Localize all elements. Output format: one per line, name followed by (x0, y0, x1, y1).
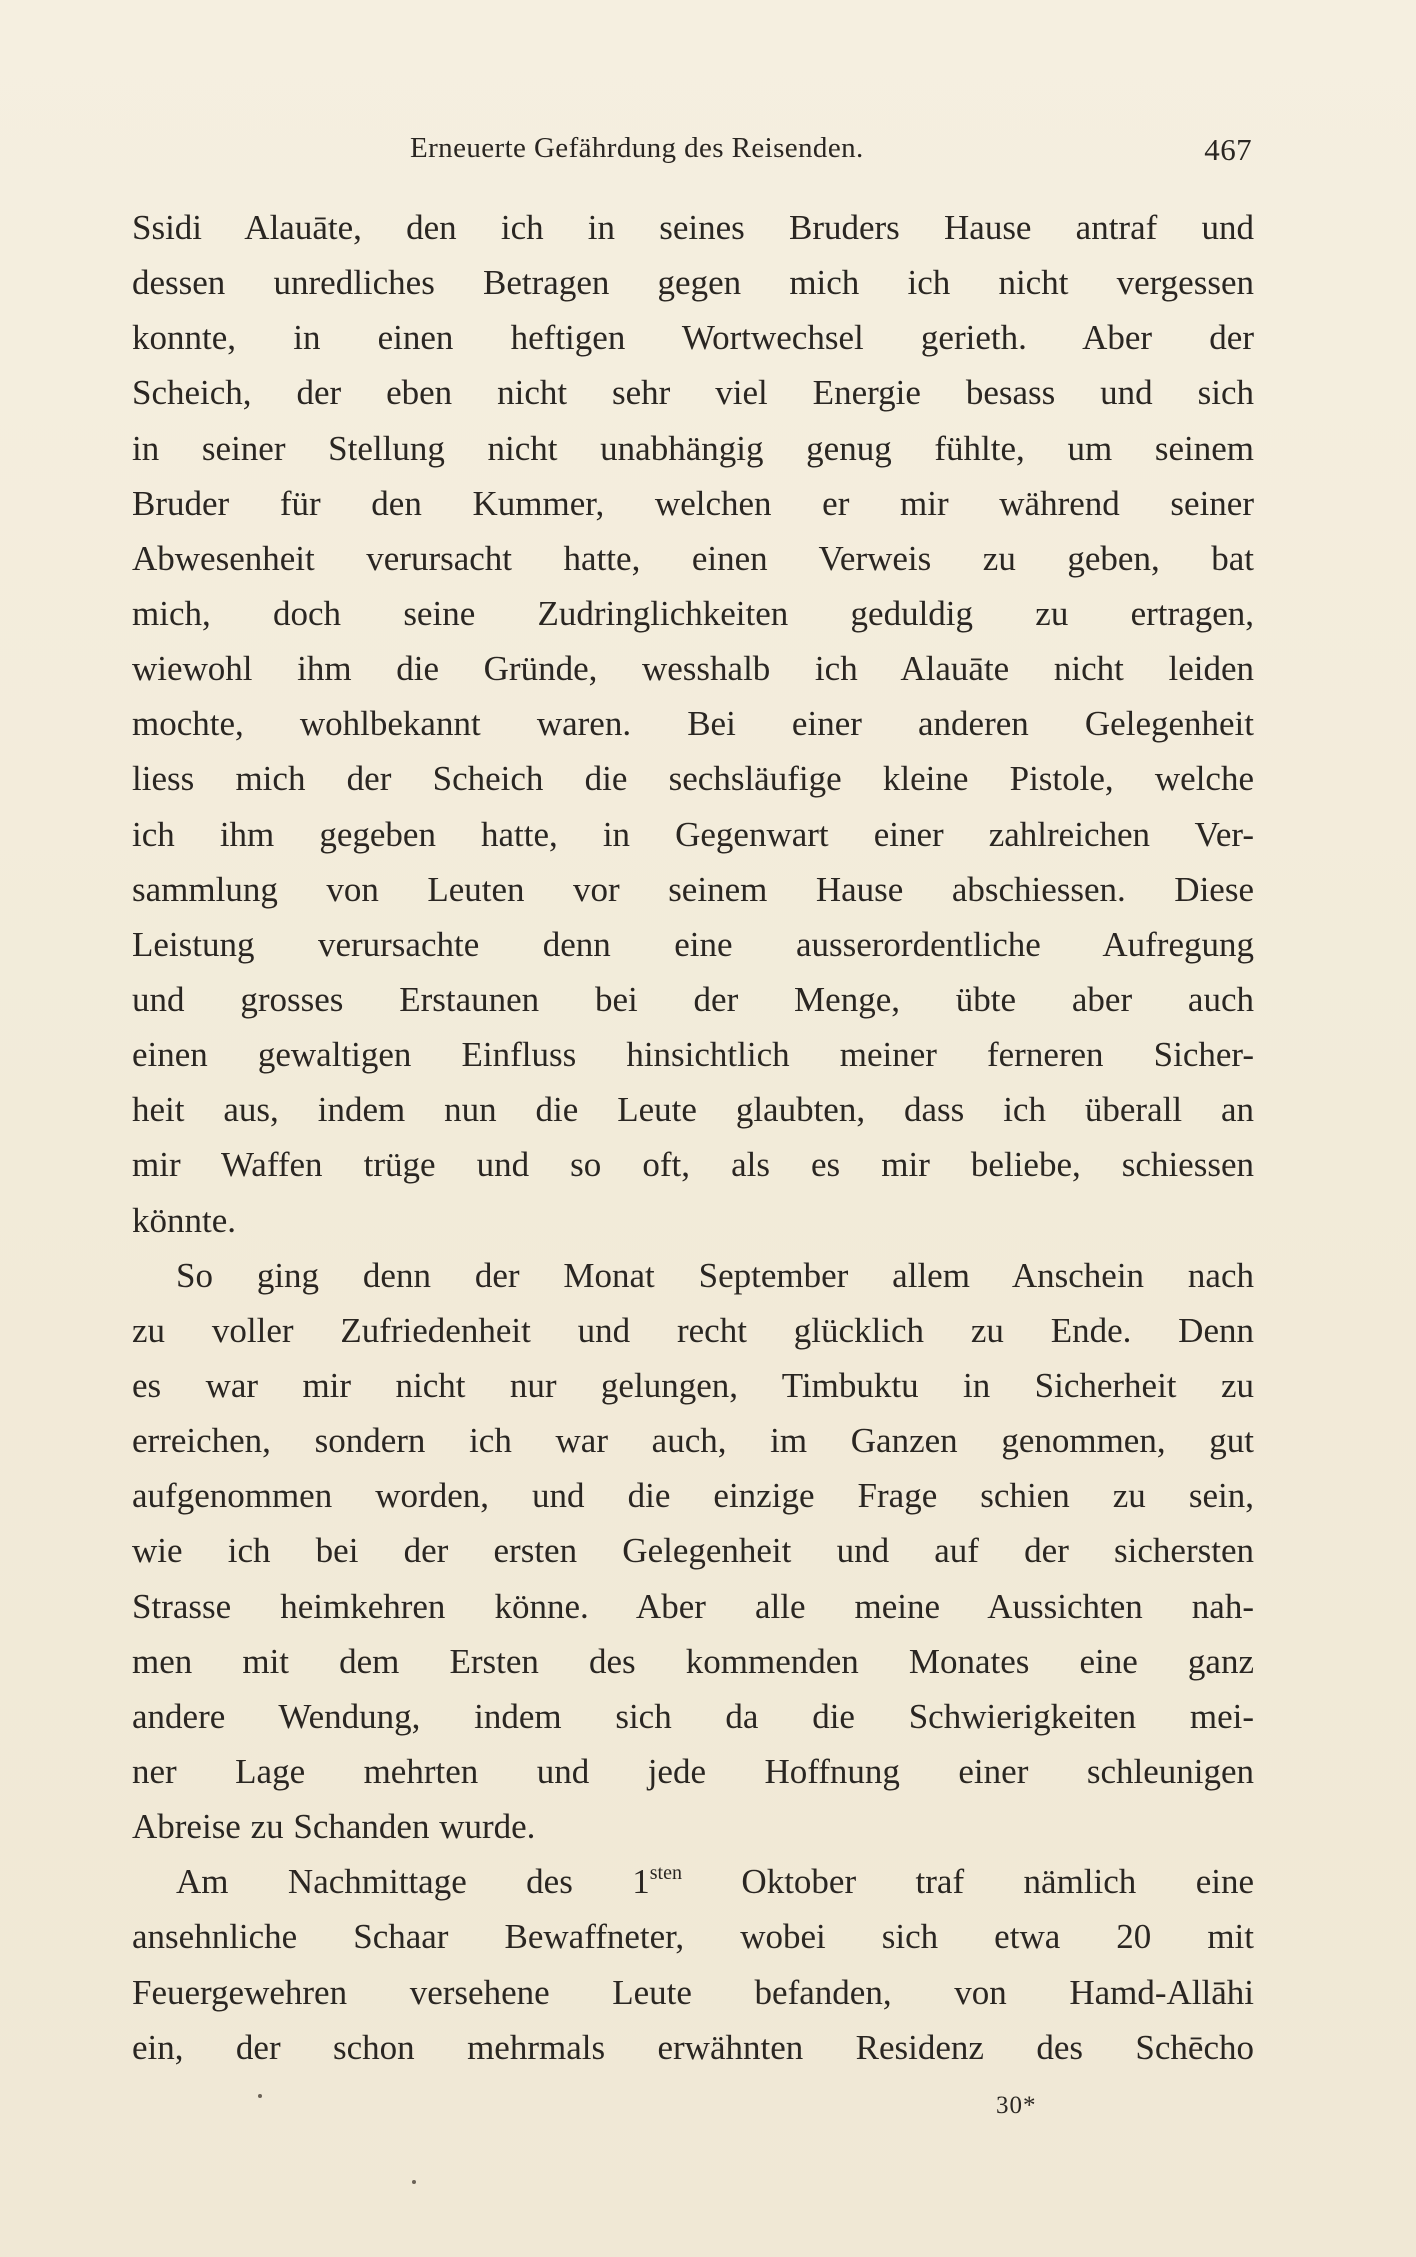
text-line: heit aus, indem nun die Leute glaubten, dass ich überall an (132, 1090, 1254, 1130)
text-line: konnte, in einen heftigen Wortwechsel gerieth. Aber der (132, 318, 1254, 358)
text-line: andere Wendung, indem sich da die Schwierigkeiten mei- (132, 1696, 1254, 1736)
text-line: Feuergewehren versehene Leute befanden, von Hamd-Allāhi (132, 1972, 1254, 2012)
text-line: es war mir nicht nur gelungen, Timbuktu in Sicherheit zu (132, 1365, 1254, 1405)
text-line: könnte. (132, 1200, 237, 1240)
text-line: So ging denn der Monat September allem Anschein nach (176, 1255, 1254, 1295)
text-segment: Am Nachmittage des 1 (176, 1862, 650, 1902)
text-line: und grosses Erstaunen bei der Menge, übte aber auch (132, 979, 1254, 1019)
text-line: ansehnliche Schaar Bewaffneter, wobei sich etwa 20 mit (132, 1917, 1254, 1957)
running-head (132, 132, 1252, 172)
running-title: Erneuerte Gefährdung des Reisenden. (410, 132, 864, 164)
text-line: aufgenommen worden, und die einzige Frage schien zu sein, (132, 1476, 1254, 1516)
print-speck (412, 2180, 416, 2184)
text-line: Abreise zu Schanden wurde. (132, 1807, 536, 1847)
text-line: mich, doch seine Zudringlichkeiten geduldig zu ertragen, (132, 593, 1254, 633)
text-line: ner Lage mehrten und jede Hoffnung einer schleunigen (132, 1751, 1254, 1791)
print-speck (258, 2094, 262, 2098)
text-segment: Oktober traf nämlich eine (681, 1862, 1255, 1902)
text-line: mochte, wohlbekannt waren. Bei einer anderen Gelegenheit (132, 704, 1254, 744)
text-line: Ssidi Alauāte, den ich in seines Bruders Hause antraf und (132, 208, 1254, 247)
body-text (132, 200, 1254, 2075)
text-line: Abwesenheit verursacht hatte, einen Verweis zu geben, bat (132, 538, 1254, 578)
text-line: mir Waffen trüge und so oft, als es mir beliebe, schiessen (132, 1145, 1254, 1185)
text-line-with-superscript (132, 1854, 1254, 1909)
text-line: Strasse heimkehren könne. Aber alle meine Aussichten nah- (132, 1586, 1254, 1626)
text-line: ein, der schon mehrmals erwähnten Residenz des Schēcho (132, 2027, 1254, 2067)
text-line: liess mich der Scheich die sechsläufige kleine Pistole, welche (132, 759, 1254, 799)
page-number: 467 (1204, 132, 1252, 167)
text-line: dessen unredliches Betragen gegen mich ich nicht vergessen (132, 263, 1254, 303)
signature-mark: 30* (996, 2092, 1037, 2119)
ordinal-superscript: sten (649, 1862, 682, 1885)
text-line: einen gewaltigen Einfluss hinsichtlich meiner ferneren Sicher- (132, 1035, 1254, 1075)
text-line: ich ihm gegeben hatte, in Gegenwart einer zahlreichen Ver- (132, 814, 1254, 854)
text-line: sammlung von Leuten vor seinem Hause abschiessen. Diese (132, 869, 1254, 909)
paragraph-1 (132, 200, 1254, 1248)
text-line: Leistung verursachte denn eine ausserordentliche Aufregung (132, 924, 1254, 964)
text-line: men mit dem Ersten des kommenden Monates eine ganz (132, 1641, 1254, 1681)
paragraph-2 (132, 1248, 1254, 1855)
text-line: erreichen, sondern ich war auch, im Ganzen genommen, gut (132, 1421, 1254, 1461)
text-line: zu voller Zufriedenheit und recht glücklich zu Ende. Denn (132, 1310, 1254, 1350)
text-line: Bruder für den Kummer, welchen er mir während seiner (132, 483, 1254, 523)
paragraph-3 (132, 1854, 1254, 2075)
text-line: wie ich bei der ersten Gelegenheit und auf der sichersten (132, 1531, 1254, 1571)
text-line: wiewohl ihm die Gründe, wesshalb ich Alauāte nicht leiden (132, 649, 1254, 689)
text-line: Scheich, der eben nicht sehr viel Energie besass und sich (132, 373, 1254, 413)
text-line: in seiner Stellung nicht unabhängig genug fühlte, um seinem (132, 428, 1254, 468)
